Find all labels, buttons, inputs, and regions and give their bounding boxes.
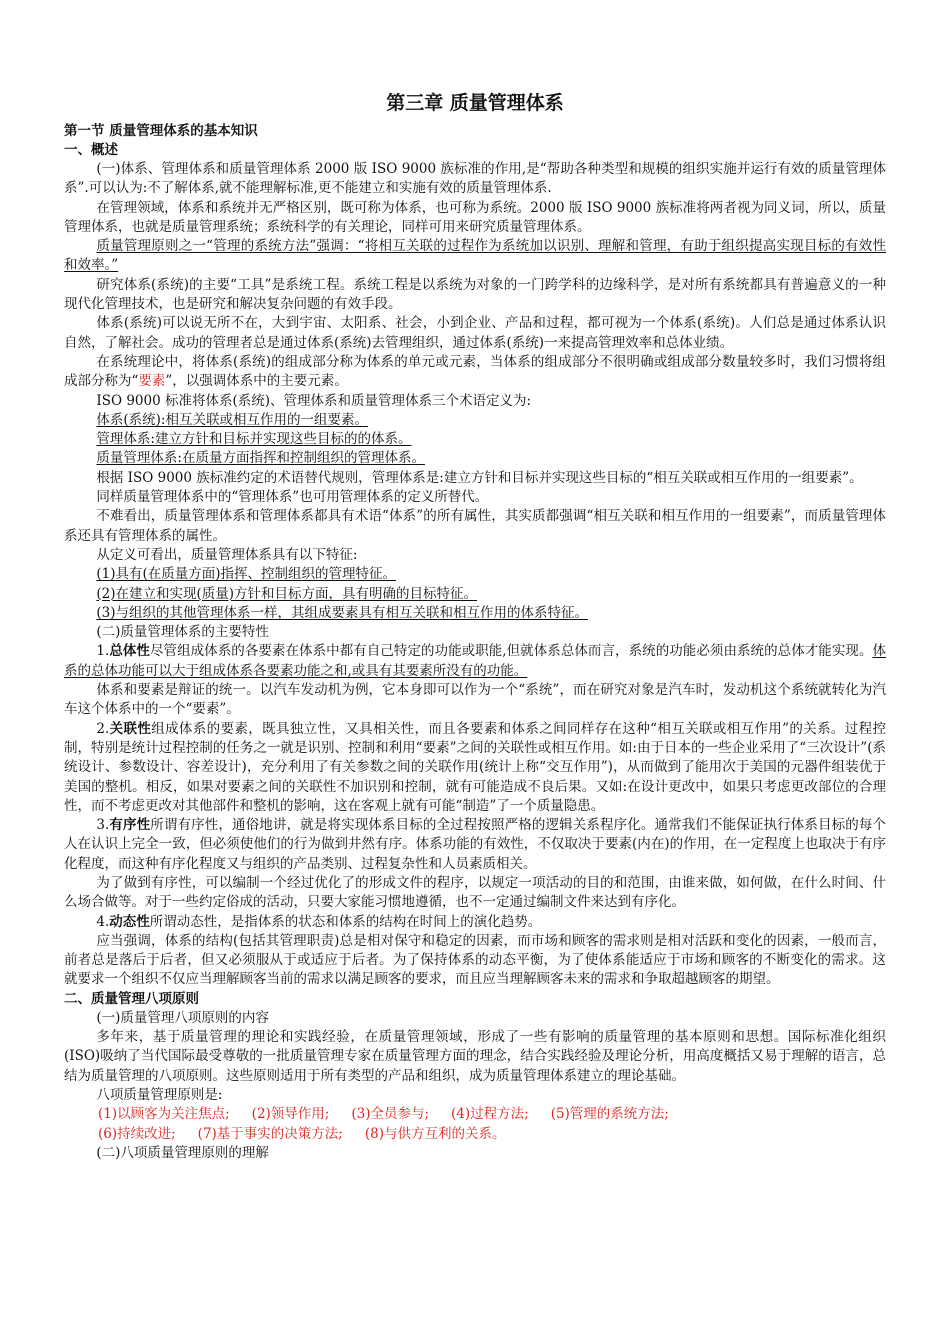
underlined-text: 体系的总体功能可以大于组成体系各要素功能之和,或具有其要素所没有的功能。 <box>64 643 886 679</box>
term-bold: 有序性 <box>109 817 151 834</box>
paragraph: 应当强调，体系的结构(包括其管理职责)总是相对保守和稳定的因素，而市场和顾客的需求则是相对活跃和变化的因素，一般而言，前者总是落后于后者，但又必须服从于或适应于后者。为了保持体系的动态平衡，为了使体系能适应于市场和顾客的不断变化的需求。这就要求一个组织不仅应当理解顾客当前的需求以满足顾客的要求，而且应当理解顾客未来的需求和争取超越顾客的期望。 <box>64 932 886 988</box>
underlined-text: 体系(系统):相互关联或相互作用的一组要素。 <box>96 411 368 428</box>
item-number: 4. <box>96 913 110 930</box>
section-title: 第一节 质量管理体系的基本知识 <box>64 123 258 139</box>
principle-item: (5)管理的系统方法; <box>550 1106 669 1123</box>
paragraph: 同样质量管理体系中的“管理体系”也可用管理体系的定义所替代。 <box>96 489 489 506</box>
principle-item: (2)领导作用; <box>251 1106 330 1123</box>
document-page <box>64 90 886 1163</box>
paragraph: 从定义可看出，质量管理体系具有以下特征: <box>96 546 358 563</box>
principles-row-1 <box>64 1105 886 1124</box>
paragraph: 研究体系(系统)的主要“工具”是系统工程。系统工程是以系统为对象的一门跨学科的边缘科学，是对所有系统都具有普遍意义的一种现代化管理技术，也是研究和解决复杂问题的有效手段。 <box>64 276 886 313</box>
paragraph: 八项质量管理原则是: <box>96 1086 223 1103</box>
definition-system <box>64 411 886 430</box>
underlined-text: 质量管理原则之一“管理的系统方法”强调：“将相互关联的过程作为系统加以识别、理解和管理，有助于组织提高实现目标的有效性和效率。” <box>64 238 886 274</box>
definition-qms <box>64 449 886 468</box>
underlined-text: 管理体系:建立方针和目标并实现这些目标的的体系。 <box>96 431 412 448</box>
underlined-text: (1)具有(在质量方面)指挥、控制组织的管理特征。 <box>96 566 397 583</box>
paragraph: 多年来，基于质量管理的理论和实践经验，在质量管理领域，形成了一些有影响的质量管理的基本原则和思想。国际标准化组织(ISO)吸纳了当代国际最受尊敬的一批质量管理专家在质量管理方面的理念，结合实践经验及理论分析，用高度概括又易于理解的语言，总结为质量管理的八项原则。这些原则适用于所有类型的产品和组织，成为质量管理体系建立的理论基础。 <box>64 1029 886 1084</box>
text-run: 所谓有序性，通俗地讲，就是将实现体系目标的全过程按照严格的逻辑关系程序化。通常我们不能保证执行体系目标的每个人在认识上完全一致，但必须使他们的行为做到井然有序。体系功能的有效性，不仅取决于要素(内在)的作用，在一定程度上也取决于有序化程度，而这种有序化程度又与组织的产品类别、过程复杂性和人员素质相关。 <box>64 817 887 872</box>
characteristic-order <box>64 816 886 874</box>
definition-management-system <box>64 430 886 449</box>
paragraph: 体系(系统)可以说无所不在，大到宇宙、太阳系、社会，小到企业、产品和过程，都可视为一个体系(系统)。人们总是通过体系认识自然，了解社会。成功的管理者总是通过体系(系统)去管理组织，通过体系(系统)一来提高管理效率和总体业绩。 <box>64 315 886 351</box>
paragraph: 在管理领域，体系和系统并无严格区别，既可称为体系，也可称为系统。2000 版 ISO 9000 族标准将两者视为同义词，所以，质量管理体系，也就是质量管理系统；系统科学的有关理论，同样可用来研究质量管理体系。 <box>64 199 886 235</box>
text-run: ”，以强调体系中的主要元素。 <box>165 373 348 390</box>
principle-item: (6)持续改进; <box>98 1125 176 1142</box>
paragraph <box>64 353 886 392</box>
principle-item: (3)全员参与; <box>351 1106 430 1123</box>
text-run: 组成体系的要素，既具独立性，又具相关性，而且各要素和体系之间同样存在这种“相互关联或相互作用”的关系。过程控制，特别是统计过程控制的任务之一就是识别、控制和利用“要素”之间的关联性或相互作用。如:由于日本的一些企业采用了“三次设计”(系统设计、参数设计、容差设计)，充分利用了有关参数之间的关联作用(统计上称“交互作用”)，从而做到了能用次于美国的元器件组装优于美国的整机。相反，如果对要素之间的关联性不加识别和控制，就有可能造成不良后果。又如:在设计更改中，如果只考虑更改部位的合理性，而不考虑更改对其他部件和整机的影响，这在客观上就有可能“制造”了一个质量隐患。 <box>64 720 886 814</box>
term-bold: 总体性 <box>109 643 150 660</box>
text-run: 在系统理论中，将体系(系统)的组成部分称为体系的单元或元素，当体系的组成部分不很明确或组成部分数量较多时，我们习惯将组成部分称为“ <box>64 353 886 390</box>
item-number: 2. <box>96 720 110 737</box>
principle-item: (4)过程方法; <box>451 1106 529 1123</box>
term-bold: 关联性 <box>109 720 152 737</box>
text-run: 尽管组成体系的各要素在体系中都有自己特定的功能或职能,但就体系总体而言，系统的功能必须由系统的总体才能实现。 <box>149 643 873 660</box>
underlined-text: 质量管理体系:在质量方面指挥和控制组织的管理体系。 <box>96 450 425 467</box>
feature-item <box>64 585 886 604</box>
principle-item: (8)与供方互利的关系。 <box>364 1125 506 1142</box>
feature-item <box>64 604 886 623</box>
paragraph-underlined <box>64 237 886 276</box>
principle-item: (1)以顾客为关注焦点; <box>98 1106 230 1123</box>
paragraph: (一)体系、管理体系和质量管理体系 2000 版 ISO 9000 族标准的作用,是“帮助各种类型和规模的组织实施并运行有效的质量管理体系”.可以认为:不了解体系,就不能理解标准,更不能建立和实施有效的质量管理体系. <box>64 161 886 197</box>
characteristic-relevance <box>64 720 886 816</box>
principle-item: (7)基于事实的决策方法; <box>197 1125 343 1142</box>
term-bold: 动态性 <box>109 913 150 930</box>
paragraph: (一)质量管理八项原则的内容 <box>96 1009 269 1026</box>
chapter-title: 第三章 质量管理体系 <box>386 92 564 114</box>
paragraph: 不难看出，质量管理体系和管理体系都具有术语“体系”的所有属性，其实质都强调“相互关联和相互作用的一组要素”，而质量管理体系还具有管理体系的属性。 <box>64 508 886 544</box>
principles-row-2 <box>64 1125 886 1144</box>
item-number: 3. <box>96 817 110 834</box>
characteristic-dynamics <box>64 913 886 932</box>
feature-item <box>64 565 886 584</box>
item-number: 1. <box>96 643 110 660</box>
underlined-text: (2)在建立和实现(质量)方针和目标方面，具有明确的目标特征。 <box>96 585 478 602</box>
underlined-text: (3)与组织的其他管理体系一样，其组成要素具有相互关联和相互作用的体系特征。 <box>96 604 589 621</box>
characteristic-wholeness <box>64 642 886 681</box>
paragraph: (二)八项质量管理原则的理解 <box>96 1144 269 1161</box>
paragraph: 体系和要素是辩证的统一。以汽车发动机为例，它本身即可以作为一个“系统”，而在研究对象是汽车时，发动机这个系统就转化为汽车这个体系中的一个“要素”。 <box>64 682 886 718</box>
paragraph: 根据 ISO 9000 族标准约定的术语替代规则，管理体系是:建立方针和目标并实现这些目标的“相互关联或相互作用的一组要素”。 <box>96 469 863 486</box>
paragraph: (二)质量管理体系的主要特性 <box>96 624 269 641</box>
paragraph: 为了做到有序性，可以编制一个经过优化了的形成文件的程序，以规定一项活动的目的和范围，由谁来做，如何做，在什么时间、什么场合做等。对于一些约定俗成的活动，只要大家能习惯地遵循，也不一定通过编制文件来达到有序化。 <box>64 874 886 911</box>
highlight-term: 要素 <box>138 373 166 390</box>
subsection-title-overview: 一、概述 <box>64 142 118 158</box>
text-run: 所谓动态性，是指体系的状态和体系的结构在时间上的演化趋势。 <box>149 913 542 930</box>
paragraph: ISO 9000 标准将体系(系统)、管理体系和质量管理体系三个术语定义为: <box>96 392 532 409</box>
subsection-title-principles: 二、质量管理八项原则 <box>64 990 199 1007</box>
